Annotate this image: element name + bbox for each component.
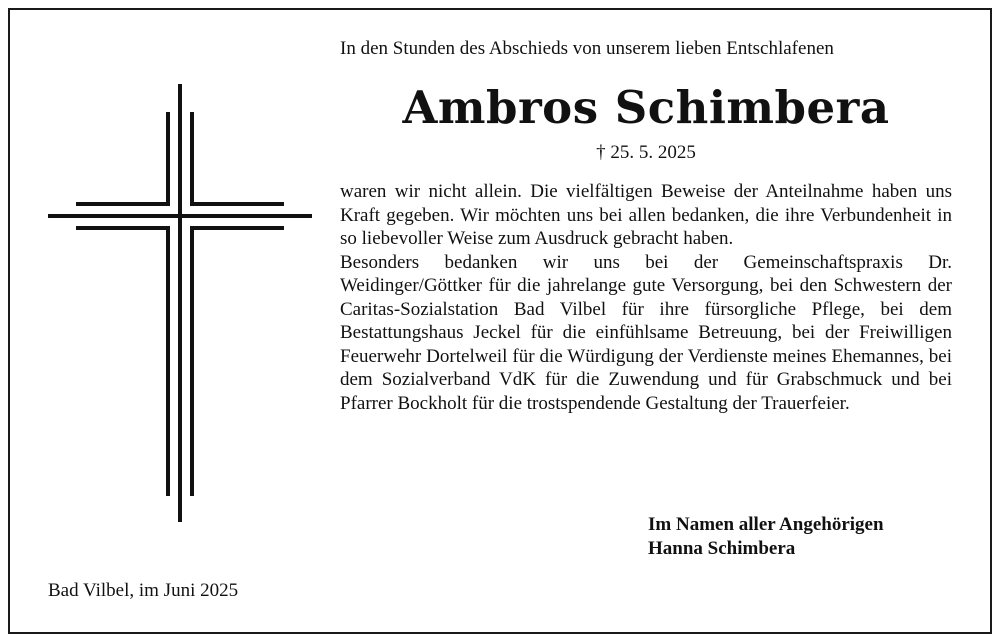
- place-date: Bad Vilbel, im Juni 2025: [48, 580, 239, 601]
- paragraph-special-thanks: Besonders bedanken wir uns bei der Gemeinschaftspraxis Dr. Weidinger/Göttker für die jahrelange gute Versorgung, bei den Schwestern der Caritas-Sozialstation Bad Vilbel für ihre fürsorgliche Pflege, bei dem Bestattungshaus Jeckel für die einfühlsame Betreuung, bei der Freiwilligen Feuerwehr Dortelweil für die Würdigung der Verdienste meines Ehemannes, bei dem Sozialverband VdK für die Zuwendung und für Grabschmuck und bei Pfarrer Bockholt für die trostspendende Gestaltung der Trauerfeier.: [340, 251, 952, 414]
- cross-icon: [48, 84, 312, 524]
- signature: [648, 513, 968, 561]
- signature-line-name: Hanna Schimbera: [648, 538, 796, 559]
- deceased-name: Ambros Schimbera: [402, 81, 890, 134]
- paragraph-thanks: waren wir nicht allein. Die vielfältigen Beweise der Anteilnahme haben uns Kraft gegeben. Wir möchten uns bei allen bedanken, die ihre Verbundenheit in so liebevoller Weise zum Ausdruck gebracht haben.: [340, 181, 952, 249]
- intro-text: In den Stunden des Abschieds von unserem lieben Entschlafenen: [340, 38, 834, 59]
- death-date: † 25. 5. 2025: [596, 142, 696, 163]
- gratitude-text: [340, 180, 952, 415]
- signature-line-family: Im Namen aller Angehörigen: [648, 514, 884, 535]
